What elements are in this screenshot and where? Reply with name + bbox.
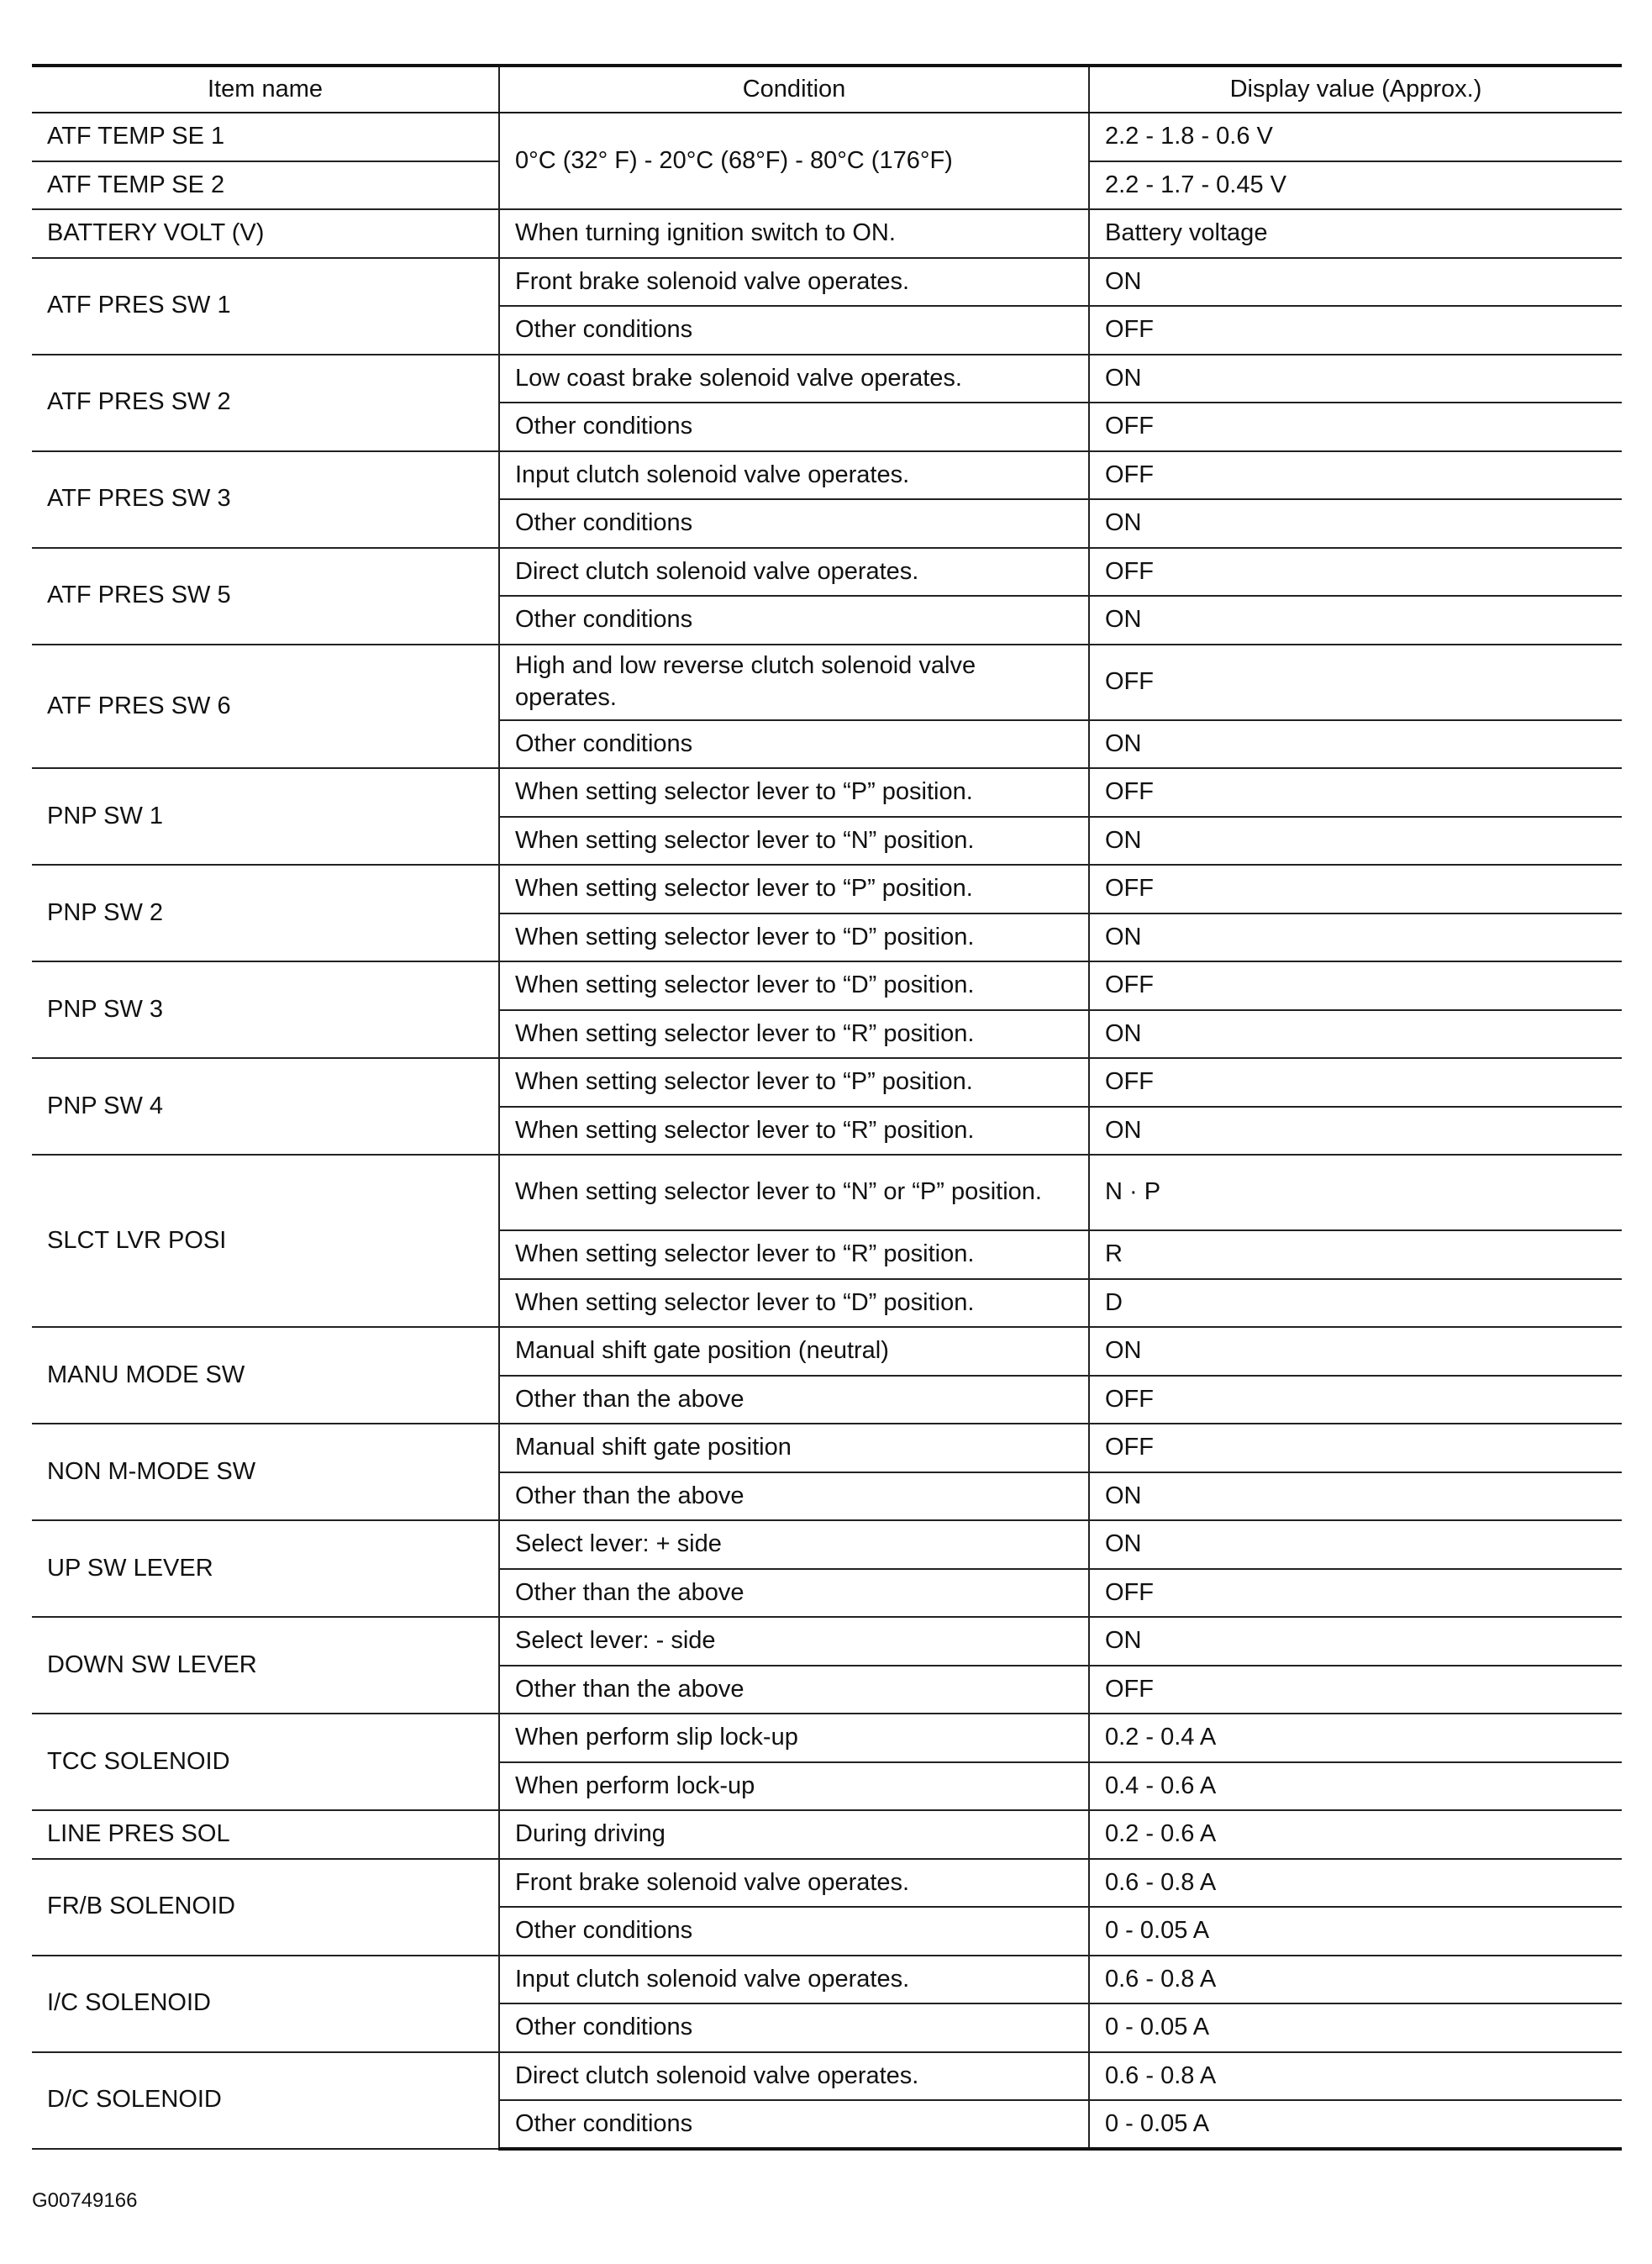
condition-cell: Direct clutch solenoid valve operates. <box>499 2052 1089 2101</box>
table-header <box>32 66 1622 113</box>
condition-cell: When setting selector lever to “R” position. <box>499 1107 1089 1156</box>
table-row <box>32 961 1622 1010</box>
condition-cell: Select lever: - side <box>499 1617 1089 1666</box>
display-value-cell: ON <box>1089 1472 1622 1521</box>
display-value-cell: OFF <box>1089 768 1622 817</box>
table-row <box>32 1810 1622 1859</box>
display-value-cell: ON <box>1089 1107 1622 1156</box>
table-row <box>32 2052 1622 2101</box>
display-value-cell: 0.6 - 0.8 A <box>1089 1956 1622 2004</box>
table-row <box>32 451 1622 500</box>
figure-code: G00749166 <box>32 2189 138 2212</box>
display-value-cell: 0.6 - 0.8 A <box>1089 1859 1622 1908</box>
item-name-cell: D/C SOLENOID <box>32 2052 499 2149</box>
display-value-cell: 0.4 - 0.6 A <box>1089 1762 1622 1811</box>
condition-cell: When setting selector lever to “N” position. <box>499 817 1089 866</box>
table-row <box>32 1859 1622 1908</box>
item-name-cell: ATF PRES SW 3 <box>32 451 499 548</box>
condition-cell: Other conditions <box>499 2100 1089 2149</box>
display-value-cell: OFF <box>1089 1058 1622 1107</box>
condition-cell: When setting selector lever to “P” position. <box>499 865 1089 913</box>
header-condition: Condition <box>499 66 1089 113</box>
display-value-cell: OFF <box>1089 961 1622 1010</box>
display-value-cell: OFF <box>1089 451 1622 500</box>
item-name-cell: TCC SOLENOID <box>32 1714 499 1810</box>
condition-cell: Select lever: + side <box>499 1520 1089 1569</box>
display-value-cell: 0.2 - 0.6 A <box>1089 1810 1622 1859</box>
condition-cell: Other than the above <box>499 1569 1089 1618</box>
table-row <box>32 1424 1622 1472</box>
condition-cell: Direct clutch solenoid valve operates. <box>499 548 1089 597</box>
display-value-cell: D <box>1089 1279 1622 1328</box>
condition-cell: High and low reverse clutch solenoid valve operates. <box>499 645 1089 720</box>
item-name-cell: DOWN SW LEVER <box>32 1617 499 1714</box>
condition-cell: When setting selector lever to “D” position. <box>499 961 1089 1010</box>
item-name-cell: ATF TEMP SE 2 <box>32 161 499 210</box>
display-value-cell: 0 - 0.05 A <box>1089 1907 1622 1956</box>
display-value-cell: 0.2 - 0.4 A <box>1089 1714 1622 1762</box>
table-row <box>32 209 1622 258</box>
display-value-cell: ON <box>1089 720 1622 769</box>
display-value-cell: N · P <box>1089 1155 1622 1230</box>
header-display-value: Display value (Approx.) <box>1089 66 1622 113</box>
condition-cell: Input clutch solenoid valve operates. <box>499 1956 1089 2004</box>
table-row <box>32 645 1622 720</box>
condition-cell: Input clutch solenoid valve operates. <box>499 451 1089 500</box>
item-name-cell: MANU MODE SW <box>32 1327 499 1424</box>
spec-table <box>32 64 1622 2151</box>
condition-cell: Front brake solenoid valve operates. <box>499 258 1089 307</box>
item-name-cell: BATTERY VOLT (V) <box>32 209 499 258</box>
item-name-cell: ATF PRES SW 5 <box>32 548 499 645</box>
item-name-cell: ATF PRES SW 2 <box>32 355 499 451</box>
table-row <box>32 1714 1622 1762</box>
display-value-cell: ON <box>1089 499 1622 548</box>
item-name-cell: UP SW LEVER <box>32 1520 499 1617</box>
table-row <box>32 1956 1622 2004</box>
display-value-cell: OFF <box>1089 645 1622 720</box>
table-row <box>32 548 1622 597</box>
condition-cell: When perform lock-up <box>499 1762 1089 1811</box>
display-value-cell: ON <box>1089 596 1622 645</box>
condition-cell: Other conditions <box>499 1907 1089 1956</box>
item-name-cell: SLCT LVR POSI <box>32 1155 499 1327</box>
display-value-cell: ON <box>1089 913 1622 962</box>
table-row <box>32 1327 1622 1376</box>
table-row <box>32 865 1622 913</box>
item-name-cell: PNP SW 4 <box>32 1058 499 1155</box>
item-name-cell: ATF TEMP SE 1 <box>32 113 499 161</box>
condition-cell: When setting selector lever to “P” position. <box>499 1058 1089 1107</box>
condition-cell: Other than the above <box>499 1472 1089 1521</box>
condition-cell: Other conditions <box>499 596 1089 645</box>
condition-cell: 0°C (32° F) - 20°C (68°F) - 80°C (176°F) <box>499 113 1089 209</box>
condition-cell: Other conditions <box>499 306 1089 355</box>
display-value-cell: ON <box>1089 817 1622 866</box>
condition-cell: Manual shift gate position (neutral) <box>499 1327 1089 1376</box>
table-body <box>32 113 1622 2149</box>
table-row <box>32 355 1622 403</box>
display-value-cell: ON <box>1089 1520 1622 1569</box>
header-item-name: Item name <box>32 66 499 113</box>
item-name-cell: PNP SW 3 <box>32 961 499 1058</box>
condition-cell: Other conditions <box>499 2003 1089 2052</box>
condition-cell: Other conditions <box>499 499 1089 548</box>
item-name-cell: ATF PRES SW 1 <box>32 258 499 355</box>
table-row <box>32 113 1622 161</box>
display-value-cell: ON <box>1089 1617 1622 1666</box>
display-value-cell: OFF <box>1089 1376 1622 1424</box>
item-name-cell: PNP SW 2 <box>32 865 499 961</box>
item-name-cell: ATF PRES SW 6 <box>32 645 499 769</box>
item-name-cell: LINE PRES SOL <box>32 1810 499 1859</box>
condition-cell: Other conditions <box>499 720 1089 769</box>
condition-cell: During driving <box>499 1810 1089 1859</box>
condition-cell: When turning ignition switch to ON. <box>499 209 1089 258</box>
condition-cell: Manual shift gate position <box>499 1424 1089 1472</box>
table-row <box>32 258 1622 307</box>
item-name-cell: PNP SW 1 <box>32 768 499 865</box>
display-value-cell: OFF <box>1089 403 1622 451</box>
table-row <box>32 1520 1622 1569</box>
table-row <box>32 1155 1622 1230</box>
display-value-cell: 2.2 - 1.7 - 0.45 V <box>1089 161 1622 210</box>
condition-cell: When setting selector lever to “R” position. <box>499 1010 1089 1059</box>
table-row <box>32 768 1622 817</box>
display-value-cell: 0 - 0.05 A <box>1089 2003 1622 2052</box>
display-value-cell: OFF <box>1089 1569 1622 1618</box>
item-name-cell: I/C SOLENOID <box>32 1956 499 2052</box>
condition-cell: When setting selector lever to “D” position. <box>499 1279 1089 1328</box>
condition-cell: Low coast brake solenoid valve operates. <box>499 355 1089 403</box>
condition-cell: Other than the above <box>499 1376 1089 1424</box>
display-value-cell: OFF <box>1089 1666 1622 1714</box>
item-name-cell: FR/B SOLENOID <box>32 1859 499 1956</box>
header-row <box>32 66 1622 113</box>
condition-cell: When setting selector lever to “N” or “P” position. <box>499 1155 1089 1230</box>
table-row <box>32 1617 1622 1666</box>
display-value-cell: OFF <box>1089 865 1622 913</box>
condition-cell: Other than the above <box>499 1666 1089 1714</box>
condition-cell: When setting selector lever to “D” position. <box>499 913 1089 962</box>
display-value-cell: ON <box>1089 1327 1622 1376</box>
display-value-cell: 0 - 0.05 A <box>1089 2100 1622 2149</box>
display-value-cell: 0.6 - 0.8 A <box>1089 2052 1622 2101</box>
display-value-cell: ON <box>1089 1010 1622 1059</box>
condition-cell: When perform slip lock-up <box>499 1714 1089 1762</box>
display-value-cell: ON <box>1089 355 1622 403</box>
condition-cell: When setting selector lever to “P” position. <box>499 768 1089 817</box>
item-name-cell: NON M-MODE SW <box>32 1424 499 1520</box>
display-value-cell: OFF <box>1089 1424 1622 1472</box>
display-value-cell: OFF <box>1089 306 1622 355</box>
condition-cell: Front brake solenoid valve operates. <box>499 1859 1089 1908</box>
display-value-cell: R <box>1089 1230 1622 1279</box>
condition-cell: Other conditions <box>499 403 1089 451</box>
condition-cell: When setting selector lever to “R” position. <box>499 1230 1089 1279</box>
display-value-cell: 2.2 - 1.8 - 0.6 V <box>1089 113 1622 161</box>
display-value-cell: ON <box>1089 258 1622 307</box>
table-row <box>32 1058 1622 1107</box>
display-value-cell: Battery voltage <box>1089 209 1622 258</box>
display-value-cell: OFF <box>1089 548 1622 597</box>
